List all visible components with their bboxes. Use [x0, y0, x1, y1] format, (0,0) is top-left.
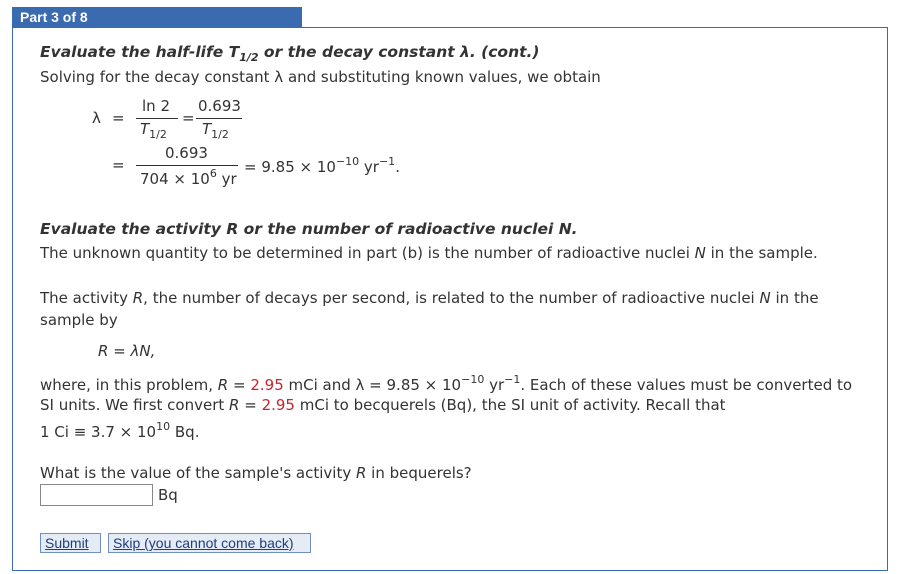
fraction3-denominator: $704 \times 10^6$ yr: [140, 167, 237, 188]
equals-sign-1: =: [112, 109, 125, 127]
curie-definition: 1 $Ci \equiv 3.7 \times 10^{10}$ Bq.: [40, 420, 200, 441]
intro-text: Solving for the decay constant λ and substituting known values, we obtain: [40, 68, 601, 86]
title-subscript: 1/2: [239, 51, 259, 64]
activity-relation: R = λN,: [98, 342, 156, 360]
decay-constant-result: = $9.85 \times 10^{-10}$ $yr^{-1}$.: [244, 155, 400, 176]
fraction2-numerator: 0.693: [198, 97, 241, 115]
title-text: Evaluate the half-life T: [40, 43, 240, 61]
section-title-activity: Evaluate the activity R or the number of radioactive nuclei N.: [40, 220, 578, 238]
submit-button[interactable]: Submit: [40, 533, 101, 553]
fraction1-numerator: ln 2: [142, 97, 170, 115]
unit-label: Bq: [158, 486, 178, 504]
part-tab: Part 3 of 8: [12, 7, 302, 27]
equals-sign-3: =: [112, 156, 125, 174]
equals-sign-2: =: [182, 109, 195, 127]
activity-paragraph-line1: The activity R, the number of decays per second, is related to the number of radioactive nuclei N in the: [40, 289, 819, 307]
section-title-half-life: [40, 43, 539, 64]
question-text: What is the value of the sample's activity R in bequerels?: [40, 464, 472, 482]
fraction1-denominator: $T_{1/2}$: [140, 120, 167, 141]
fraction1-bar: [136, 118, 178, 119]
lambda-symbol: λ: [92, 109, 101, 127]
fraction2-denominator: $T_{1/2}$: [202, 120, 229, 141]
values-line1: where, in this problem, R = 2.95 mCi and $\lambda = 9.85 \times 10^{-10}$ $yr^{-1}$. Each of these values must be converted to: [40, 373, 853, 394]
unknown-quantity-text: The unknown quantity to be determined in part (b) is the number of radioactive nuclei N in the sample.: [40, 244, 818, 262]
fraction2-bar: [196, 118, 242, 119]
values-line2: SI units. We first convert R = 2.95 mCi to becquerels (Bq), the SI unit of activity. Recall that: [40, 396, 726, 414]
skip-button[interactable]: Skip (you cannot come back): [108, 533, 311, 553]
activity-paragraph-line2: sample by: [40, 311, 118, 329]
title-text-end: or the decay constant λ. (cont.): [258, 43, 540, 61]
fraction3-bar: [136, 165, 238, 166]
activity-answer-input[interactable]: [40, 484, 153, 506]
fraction3-numerator: 0.693: [165, 144, 208, 162]
